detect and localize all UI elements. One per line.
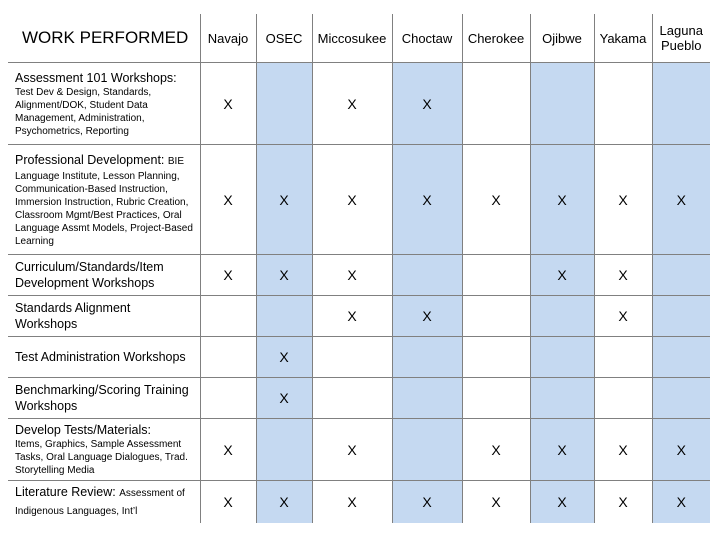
- row-label: [8, 481, 200, 523]
- table-row: [8, 63, 710, 145]
- row-title-text: Test Administration Workshops: [15, 350, 186, 364]
- empty-cell: [530, 378, 594, 419]
- empty-cell: [594, 378, 652, 419]
- checkmark-cell: X: [530, 481, 594, 523]
- checkmark-cell: X: [392, 481, 462, 523]
- checkmark-cell: X: [594, 145, 652, 255]
- checkmark-cell: X: [256, 337, 312, 378]
- empty-cell: [312, 378, 392, 419]
- empty-cell: [530, 63, 594, 145]
- empty-cell: [392, 378, 462, 419]
- row-title-text: Benchmarking/Scoring Training Workshops: [15, 383, 189, 413]
- checkmark-cell: X: [256, 255, 312, 296]
- checkmark-cell: X: [462, 419, 530, 481]
- empty-cell: [256, 63, 312, 145]
- row-title-text: Standards Alignment Workshops: [15, 301, 131, 331]
- empty-cell: [530, 337, 594, 378]
- row-title-text: Literature Review:: [15, 484, 116, 499]
- row-title: [15, 422, 194, 438]
- checkmark-cell: X: [200, 481, 256, 523]
- header-row: [8, 14, 710, 63]
- checkmark-cell: X: [312, 145, 392, 255]
- row-title-text: Curriculum/Standards/Item Development Workshops: [15, 260, 164, 290]
- row-title-note: BIE: [167, 155, 184, 167]
- row-label: [8, 337, 200, 378]
- checkmark-cell: X: [530, 419, 594, 481]
- checkmark-cell: X: [652, 419, 710, 481]
- empty-cell: [594, 337, 652, 378]
- checkmark-cell: X: [200, 63, 256, 145]
- table-row: [8, 481, 710, 523]
- row-title: [15, 382, 194, 414]
- row-label: [8, 255, 200, 296]
- empty-cell: [312, 337, 392, 378]
- checkmark-cell: X: [652, 481, 710, 523]
- row-title: [15, 152, 194, 170]
- row-label: [8, 145, 200, 255]
- row-label: [8, 63, 200, 145]
- column-header-choctaw: Choctaw: [392, 14, 462, 63]
- checkmark-cell: X: [594, 296, 652, 337]
- checkmark-cell: X: [462, 481, 530, 523]
- row-detail: Language Institute, Lesson Planning, Communication-Based Instruction, Immersion Instruction, Rubric Creation, Classroom Mgmt/Best Practices, Oral Language Assmt Models, Project-Based Learning: [15, 170, 193, 247]
- checkmark-cell: X: [530, 255, 594, 296]
- empty-cell: [462, 63, 530, 145]
- checkmark-cell: X: [312, 296, 392, 337]
- checkmark-cell: X: [392, 63, 462, 145]
- column-header-ojibwe: Ojibwe: [530, 14, 594, 63]
- table-row: [8, 255, 710, 296]
- table-row: [8, 337, 710, 378]
- column-header-miccosukee: Miccosukee: [312, 14, 392, 63]
- row-title: [15, 349, 194, 365]
- checkmark-cell: X: [200, 419, 256, 481]
- column-header-cherokee: Cherokee: [462, 14, 530, 63]
- checkmark-cell: X: [462, 145, 530, 255]
- empty-cell: [462, 337, 530, 378]
- empty-cell: [392, 337, 462, 378]
- table-row: [8, 419, 710, 481]
- empty-cell: [392, 419, 462, 481]
- checkmark-cell: X: [594, 419, 652, 481]
- empty-cell: [530, 296, 594, 337]
- row-title-text: Professional Development:: [15, 152, 165, 167]
- checkmark-cell: X: [392, 296, 462, 337]
- checkmark-cell: X: [200, 255, 256, 296]
- row-title: [15, 70, 194, 86]
- empty-cell: [652, 337, 710, 378]
- empty-cell: [652, 63, 710, 145]
- empty-cell: [594, 63, 652, 145]
- row-detail: Test Dev & Design, Standards, Alignment/DOK, Student Data Management, Administration, Psychometrics, Reporting: [15, 86, 152, 137]
- empty-cell: [652, 296, 710, 337]
- row-title-note: Assessment of Indigenous Languages, Int’l: [15, 487, 185, 517]
- row-label: [8, 419, 200, 481]
- empty-cell: [200, 337, 256, 378]
- empty-cell: [256, 419, 312, 481]
- checkmark-cell: X: [312, 481, 392, 523]
- checkmark-cell: X: [256, 378, 312, 419]
- table-row: [8, 296, 710, 337]
- empty-cell: [392, 255, 462, 296]
- row-title: [15, 484, 194, 520]
- column-header-osec: OSEC: [256, 14, 312, 63]
- table-row: [8, 378, 710, 419]
- checkmark-cell: X: [392, 145, 462, 255]
- row-label: [8, 296, 200, 337]
- checkmark-cell: X: [256, 145, 312, 255]
- row-title-text: Develop Tests/Materials:: [15, 423, 151, 437]
- empty-cell: [462, 378, 530, 419]
- empty-cell: [200, 296, 256, 337]
- column-header-laguna-pueblo: Laguna Pueblo: [652, 14, 710, 63]
- work-performed-table: [8, 14, 710, 523]
- checkmark-cell: X: [200, 145, 256, 255]
- row-title-text: Assessment 101 Workshops:: [15, 70, 177, 85]
- checkmark-cell: X: [256, 481, 312, 523]
- empty-cell: [256, 296, 312, 337]
- empty-cell: [462, 255, 530, 296]
- row-title: [15, 300, 194, 332]
- empty-cell: [462, 296, 530, 337]
- column-header-navajo: Navajo: [200, 14, 256, 63]
- table-row: [8, 145, 710, 255]
- empty-cell: [652, 255, 710, 296]
- row-detail: Items, Graphics, Sample Assessment Tasks, Oral Language Dialogues, Trad. Storytelling Media: [15, 439, 188, 476]
- work-performed-heading: WORK PERFORMED: [8, 14, 200, 63]
- empty-cell: [652, 378, 710, 419]
- empty-cell: [200, 378, 256, 419]
- checkmark-cell: X: [594, 481, 652, 523]
- checkmark-cell: X: [312, 63, 392, 145]
- checkmark-cell: X: [652, 145, 710, 255]
- row-title: [15, 259, 194, 291]
- checkmark-cell: X: [312, 419, 392, 481]
- row-label: [8, 378, 200, 419]
- column-header-yakama: Yakama: [594, 14, 652, 63]
- checkmark-cell: X: [530, 145, 594, 255]
- checkmark-cell: X: [594, 255, 652, 296]
- checkmark-cell: X: [312, 255, 392, 296]
